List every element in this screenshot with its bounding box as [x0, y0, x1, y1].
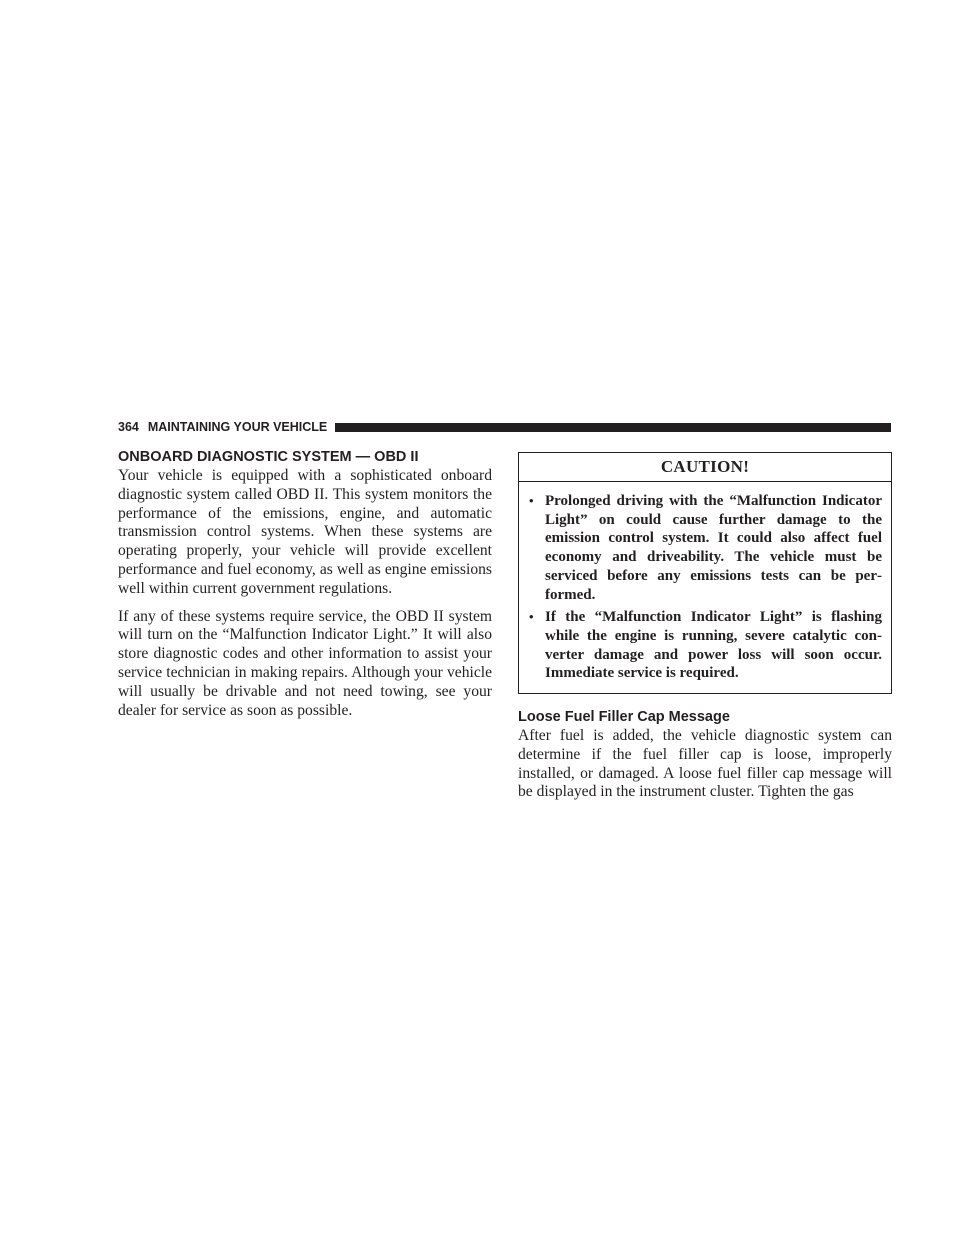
section-title: ONBOARD DIAGNOSTIC SYSTEM — OBD II: [118, 449, 419, 465]
right-column: [518, 452, 892, 802]
caution-item-text: Prolonged driving with the “Malfunction Indicator Light” on could cause further damage to the emission control system. It could also affect fuel economy and driveability. The vehicle must be serviced before any emissions tests can be performed.: [545, 493, 882, 603]
caution-item: [529, 608, 882, 683]
caution-item: [529, 492, 882, 604]
subsection-title: Loose Fuel Filler Cap Message: [518, 709, 730, 726]
body-paragraph-3: After fuel is added, the vehicle diagnostic system can determine if the fuel filler cap is loose, improperly installed, or damaged. A loose fuel filler cap message will be displayed in the instrument cluster. Tighten the gas: [518, 727, 892, 801]
caution-box: [518, 452, 892, 694]
bullet-icon: •: [529, 493, 534, 508]
body-paragraph-2: If any of these systems require service, the OBD II system will turn on the “Malfunction Indicator Light.” It will also store diagnostic codes and other information to assist your service technician in making repairs. Although your vehicle will usually be drivable and not need towing, see your dealer for service as soon as possible.: [118, 607, 492, 719]
left-column: [118, 448, 492, 720]
caution-item-text: If the “Malfunction Indicator Light” is flashing while the engine is running, severe catalytic converter damage and power loss will soon occur. Immediate service is required.: [545, 609, 882, 682]
page-header: [118, 420, 891, 434]
caution-list: [519, 482, 891, 693]
page-number: 364: [118, 420, 139, 434]
caution-title: CAUTION!: [519, 453, 891, 482]
header-rule: [335, 423, 891, 432]
body-paragraph-1: Your vehicle is equipped with a sophisticated onboard diagnostic system called OBD II. This system monitors the performance of the emissions, engine, and automatic transmission control systems. When these systems are operating properly, your vehicle will provide excellent performance and fuel economy, as well as engine emissions well within current government regulations.: [118, 467, 492, 597]
running-head: MAINTAINING YOUR VEHICLE: [147, 420, 328, 434]
bullet-icon: •: [529, 609, 534, 625]
